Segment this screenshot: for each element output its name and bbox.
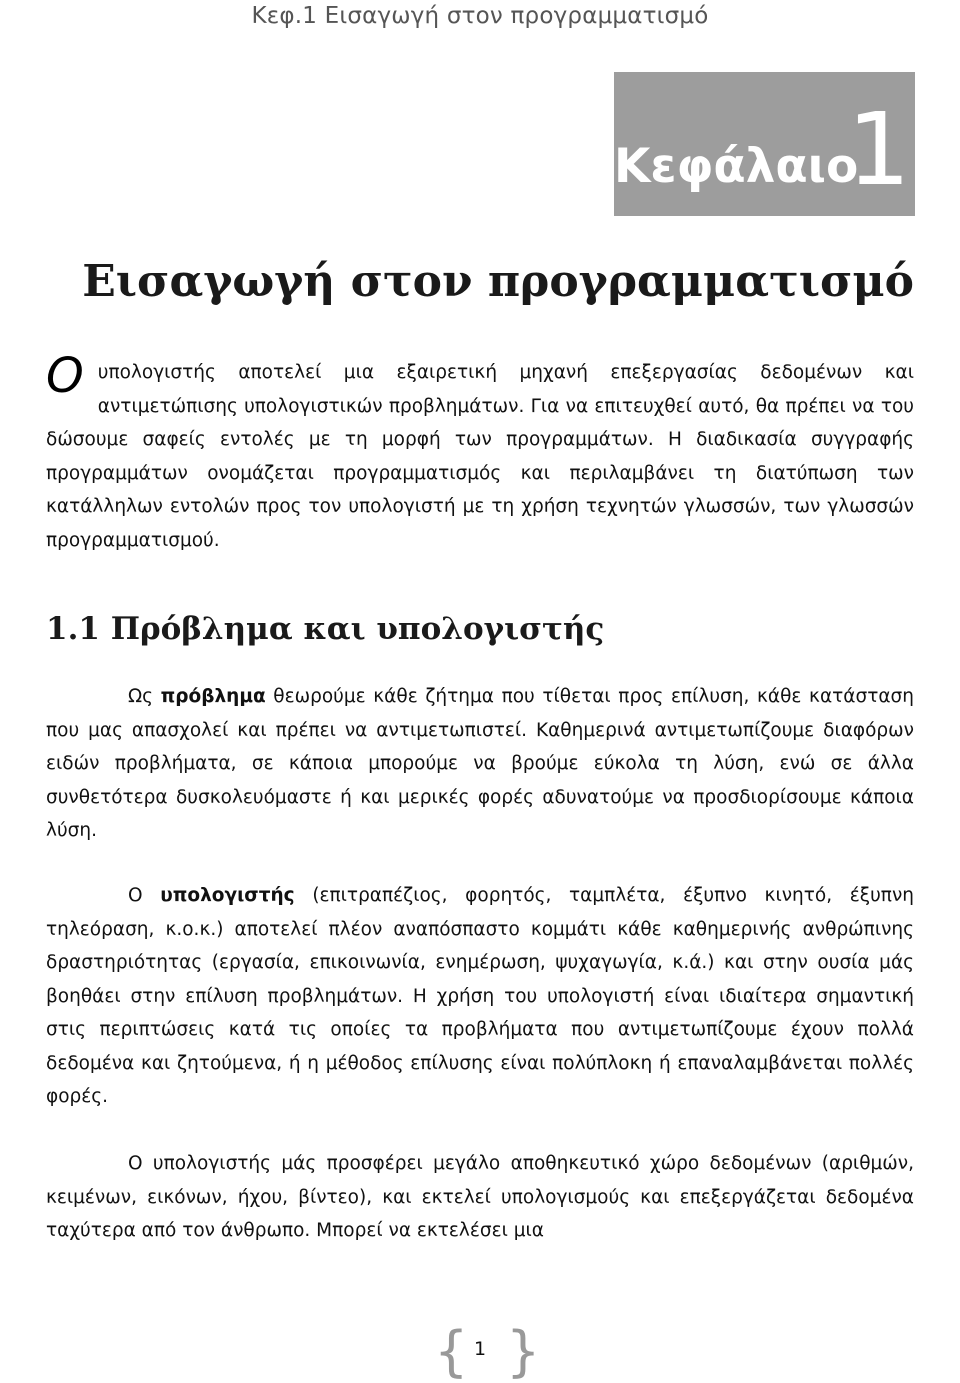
drop-cap: Ο: [46, 348, 84, 404]
paragraph-capabilities-text: Ο υπολογιστής μάς προσφέρει μεγάλο αποθηκευτικό χώρο δεδομένων (αριθμών, κειμένων, εικόνων, ήχου, βίντεο), και εκτελεί υπολογισμούς και επεξεργάζεται δεδομένα ταχύτερα από τον άνθρωπο. Μπορεί να εκτελέσει μια: [46, 1153, 914, 1241]
term-problem: πρόβλημα: [160, 686, 266, 707]
running-header: Κεφ.1 Εισαγωγή στον προγραμματισμό: [251, 3, 709, 29]
page-footer: [0, 1320, 960, 1383]
paragraph-computer: [46, 879, 914, 1114]
intro-paragraph: [46, 348, 914, 557]
right-brace-ornament: }: [506, 1320, 541, 1383]
page-number: 1: [473, 1338, 487, 1360]
chapter-word: Κεφάλαιο: [614, 139, 859, 194]
chapter-title: Εισαγωγή στον προγραμματισμό: [82, 256, 914, 307]
intro-text: υπολογιστής αποτελεί μια εξαιρετική μηχανή επεξεργασίας δεδομένων και αντιμετώπισης υπολογιστικών προβλημάτων. Για να επιτευχθεί αυτό, θα πρέπει να του δώσουμε σαφείς εντολές με τη μορφή των προγραμμάτων. Η διαδικασία συγγραφής προγραμμάτων ονομάζεται προγραμματισμός και περιλαμβάνει τη διατύπωση των κατάλληλων εντολών προς τον υπολογιστή με τη χρήση τεχνητών γλωσσών, των γλωσσών προγραμματισμού.: [46, 362, 914, 551]
section-title: 1.1 Πρόβλημα και υπολογιστής: [46, 611, 605, 647]
paragraph-problem-text: θεωρούμε κάθε ζήτημα που τίθεται προς επίλυση, κάθε κατάσταση που μας απασχολεί και πρέπει να αντιμετωπιστεί. Καθημερινά αντιμετωπίζουμε διαφόρων ειδών προβλήματα, σε κάποια μπορούμε να βρούμε εύκολα τη λύση, ενώ σε άλλα συνθετότερα δυσκολευόμαστε ή και μερικές φορές αδυνατούμε να προσδιορίσουμε κάποια λύση.: [46, 686, 914, 841]
left-brace-ornament: {: [434, 1320, 469, 1383]
chapter-label-box: [614, 72, 915, 216]
paragraph-computer-text: (επιτραπέζιος, φορητός, ταμπλέτα, έξυπνο κινητό, έξυπνη τηλεόραση, κ.ο.κ.) αποτελεί πλέον αναπόσπαστο κομμάτι κάθε καθημερινής ανθρώπινης δραστηριότητας (εργασία, επικοινωνία, ενημέρωση, ψυχαγωγία, κ.ά.) και στην ουσία μάς βοηθάει στην επίλυση προβλημάτων. Η χρήση του υπολογιστή είναι ιδιαίτερα σημαντική στις περιπτώσεις κατά τις οποίες τα προβλήματα που αντιμετωπίζουμε έχουν πολλά δεδομένα και ζητούμενα, ή η μέθοδος επίλυσης είναι πολύπλοκη ή επαναλαμβάνεται πολλές φορές.: [46, 885, 914, 1107]
paragraph-computer-lead: Ο: [128, 885, 161, 906]
term-computer: υπολογιστής: [160, 885, 295, 906]
paragraph-problem-lead: Ως: [128, 686, 161, 707]
paragraph-capabilities: [46, 1147, 914, 1248]
chapter-number: 1: [847, 91, 911, 208]
paragraph-problem: [46, 680, 914, 848]
